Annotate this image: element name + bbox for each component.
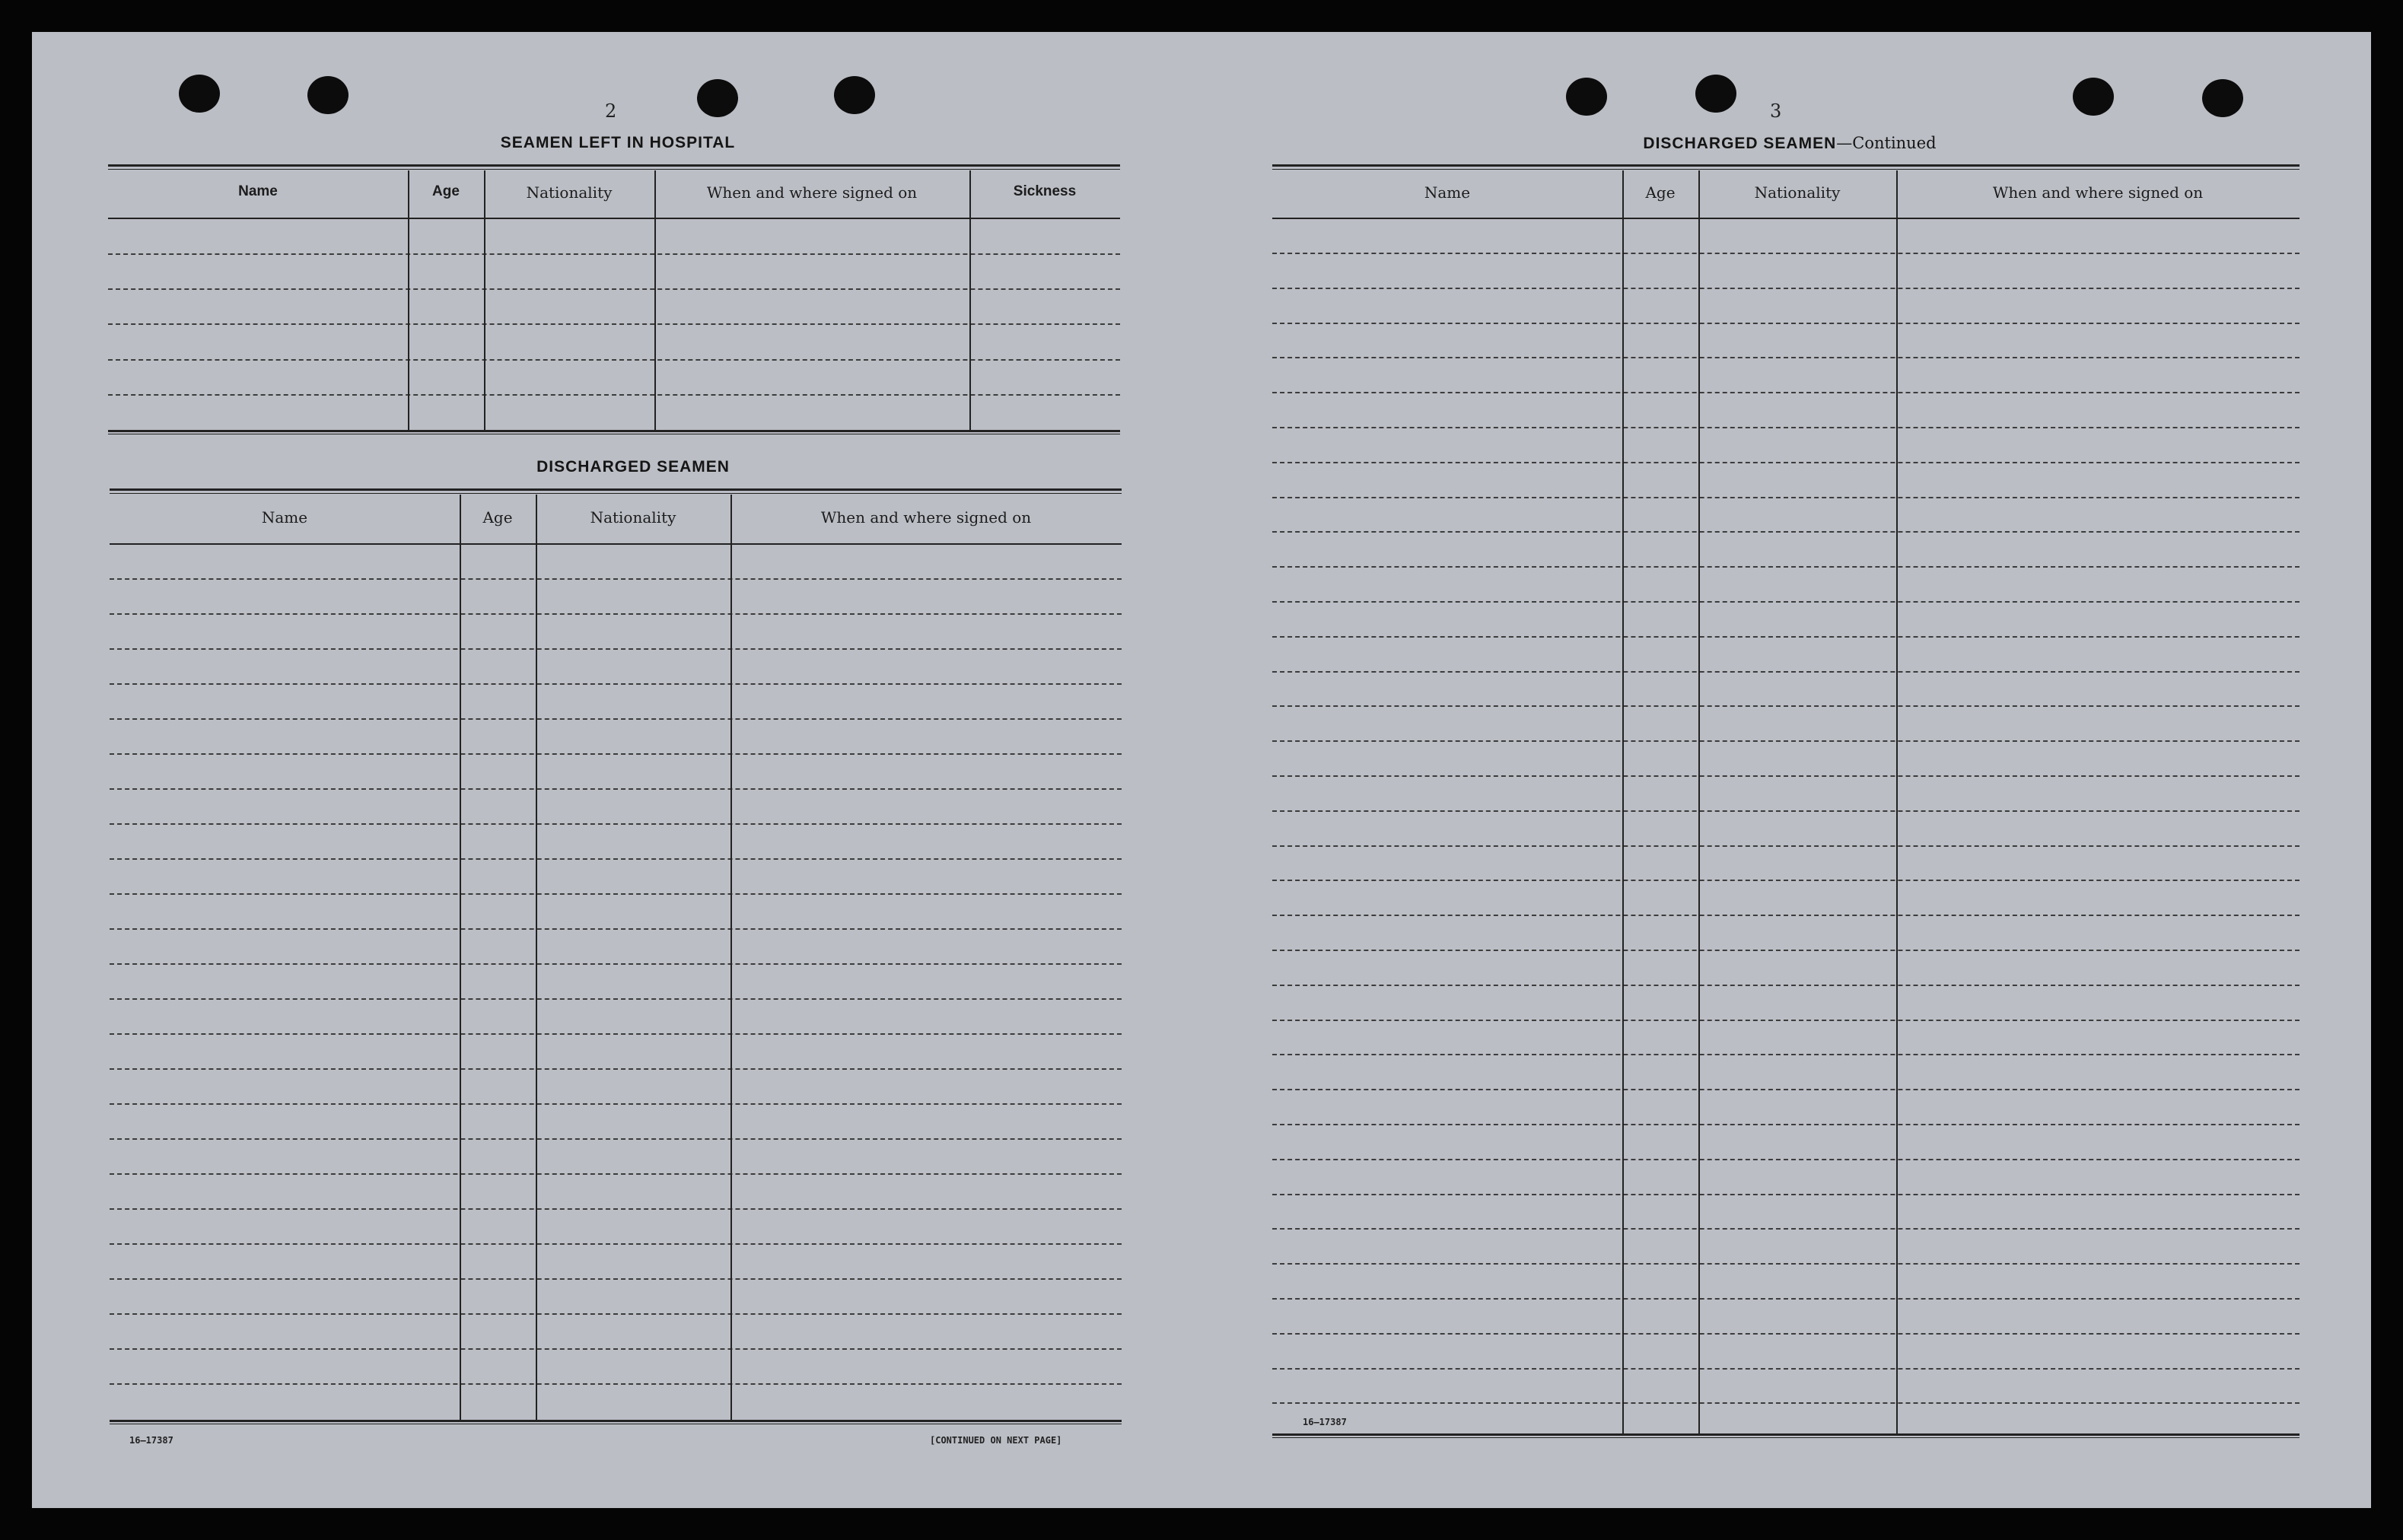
table-row	[1272, 845, 2300, 847]
punch-hole	[1566, 78, 1607, 116]
table-row	[110, 1383, 1122, 1385]
column-header-when-where: When and where signed on	[1992, 183, 2204, 202]
table-row	[1272, 1298, 2300, 1300]
table-row	[110, 1173, 1122, 1175]
continued-note: [CONTINUED ON NEXT PAGE]	[930, 1435, 1062, 1446]
discharged-table	[110, 488, 1122, 1426]
table-row	[1272, 323, 2300, 324]
table-row	[110, 823, 1122, 825]
table-row	[1272, 392, 2300, 393]
table-row	[110, 1313, 1122, 1315]
page-number: 3	[1770, 100, 1782, 122]
title-suffix: —Continued	[1836, 134, 1937, 152]
table-row	[1272, 1194, 2300, 1195]
table-row	[108, 323, 1120, 325]
punch-hole	[697, 79, 738, 117]
table-row	[110, 1243, 1122, 1245]
table-row	[110, 613, 1122, 615]
column-header-age: Age	[482, 508, 513, 527]
column-header-nationality: Nationality	[1754, 183, 1841, 202]
table-row	[1272, 566, 2300, 568]
column-header-age: Age	[1645, 183, 1676, 202]
table-row	[110, 858, 1122, 860]
column-header-name: Name	[1424, 183, 1471, 202]
column-header-when-where: When and where signed on	[820, 508, 1032, 527]
form-number: 16—17387	[129, 1435, 173, 1446]
table-row	[1272, 1124, 2300, 1125]
table-row	[1272, 950, 2300, 951]
page-number: 2	[605, 100, 617, 122]
column-header-sickness: Sickness	[1013, 183, 1077, 199]
table-row	[108, 394, 1120, 396]
table-row	[110, 1033, 1122, 1035]
column-header-nationality: Nationality	[526, 183, 613, 202]
table-row	[108, 288, 1120, 290]
punch-hole	[307, 76, 349, 114]
table-row	[1272, 810, 2300, 812]
table-row	[1272, 985, 2300, 986]
table-row	[108, 359, 1120, 361]
table-row	[110, 1208, 1122, 1210]
document-spread	[32, 32, 2371, 1508]
table-row	[1272, 740, 2300, 742]
table-row	[110, 683, 1122, 685]
column-header-age: Age	[432, 183, 460, 199]
table-row	[1272, 1228, 2300, 1230]
discharged-continued-table	[1272, 164, 2300, 1440]
table-row	[1272, 253, 2300, 254]
table-row	[1272, 1089, 2300, 1090]
table-row	[1272, 288, 2300, 289]
column-header-nationality: Nationality	[590, 508, 676, 527]
table-row	[1272, 636, 2300, 638]
form-number: 16—17387	[1303, 1417, 1347, 1427]
table-row	[1272, 1402, 2300, 1404]
table-row	[1272, 1333, 2300, 1335]
column-header-name: Name	[238, 183, 278, 199]
table-row	[1272, 1020, 2300, 1021]
table-row	[1272, 462, 2300, 463]
hospital-table	[108, 164, 1120, 440]
column-header-name: Name	[261, 508, 308, 527]
discharged-section-title: DISCHARGED SEAMEN	[536, 458, 730, 476]
table-row	[1272, 427, 2300, 428]
table-row	[110, 1348, 1122, 1350]
table-row	[1272, 601, 2300, 603]
table-row	[110, 718, 1122, 720]
table-row	[110, 963, 1122, 965]
table-row	[1272, 775, 2300, 777]
table-row	[110, 1138, 1122, 1140]
table-row	[1272, 915, 2300, 916]
table-row	[110, 1068, 1122, 1070]
punch-hole	[2202, 79, 2243, 117]
table-row	[1272, 671, 2300, 673]
table-row	[110, 648, 1122, 650]
table-row	[1272, 880, 2300, 881]
table-row	[110, 928, 1122, 930]
table-row	[110, 998, 1122, 1000]
column-header-when-where: When and where signed on	[706, 183, 918, 202]
hospital-section-title: SEAMEN LEFT IN HOSPITAL	[500, 134, 736, 151]
punch-hole	[1695, 75, 1736, 113]
punch-hole	[2073, 78, 2114, 116]
table-row	[1272, 705, 2300, 707]
table-row	[1272, 1159, 2300, 1160]
table-row	[110, 578, 1122, 580]
table-row	[1272, 357, 2300, 358]
table-row	[1272, 1054, 2300, 1055]
table-row	[110, 1103, 1122, 1105]
table-row	[108, 253, 1120, 255]
discharged-continued-title	[1478, 134, 2102, 153]
table-row	[1272, 1368, 2300, 1370]
punch-hole	[179, 75, 220, 113]
punch-hole	[834, 76, 875, 114]
table-row	[1272, 1263, 2300, 1265]
table-row	[110, 1278, 1122, 1280]
table-row	[110, 788, 1122, 790]
table-row	[1272, 531, 2300, 533]
title-main: DISCHARGED SEAMEN	[1643, 135, 1837, 152]
table-row	[110, 753, 1122, 755]
table-row	[1272, 497, 2300, 498]
table-row	[110, 893, 1122, 895]
